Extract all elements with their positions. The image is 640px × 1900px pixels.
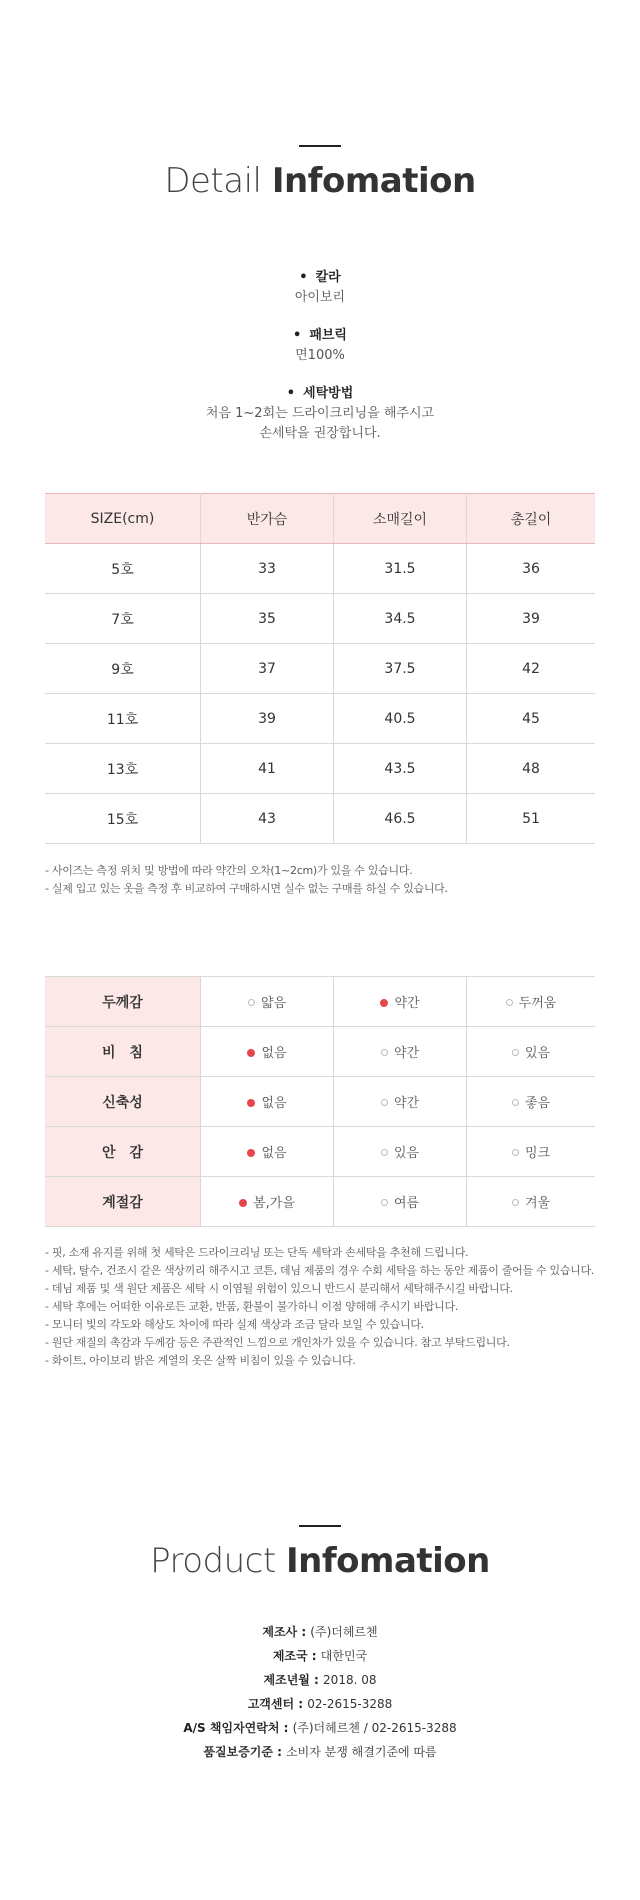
radio-on-icon xyxy=(247,1049,255,1057)
attr-option: 없음 xyxy=(201,1077,334,1127)
detail-title-light: Detail xyxy=(164,161,262,201)
radio-on-icon xyxy=(380,999,388,1007)
bullet-icon: • xyxy=(293,328,302,343)
header-chest: 반가슴 xyxy=(201,494,334,544)
detail-title-bold: Infomation xyxy=(271,161,476,201)
product-info-title xyxy=(0,1525,640,1581)
radio-off-icon xyxy=(381,1049,388,1056)
bullet-icon: • xyxy=(286,386,296,401)
attr-label: 계절감 xyxy=(45,1177,201,1227)
note-line: - 모니터 빛의 각도와 해상도 차이에 따라 실제 색상과 조금 달라 보일 수 있습니다. xyxy=(45,1318,424,1331)
bullet-icon: • xyxy=(299,270,308,285)
attr-option: 좋음 xyxy=(467,1077,596,1127)
spec-fabric: • 패브릭 면100% xyxy=(293,328,347,363)
note-line: - 세탁, 탈수, 건조시 같은 색상끼리 해주시고 코튼, 데님 제품의 경우 수회 세탁을 하는 동안 제품이 줄어들 수 있습니다. xyxy=(45,1264,594,1277)
radio-off-icon xyxy=(381,1199,388,1206)
attr-label: 신축성 xyxy=(45,1077,201,1127)
radio-off-icon xyxy=(512,1099,519,1106)
product-info-list xyxy=(0,1620,640,1764)
attr-option: 있음 xyxy=(467,1027,596,1077)
attr-option: 있음 xyxy=(334,1127,467,1177)
radio-on-icon xyxy=(239,1199,247,1207)
note-line: - 원단 재질의 촉감과 두께감 등은 주관적인 느낌으로 개인차가 있을 수 있습니다. 참고 부탁드립니다. xyxy=(45,1336,510,1349)
header-sleeve: 소매길이 xyxy=(334,494,467,544)
title-divider xyxy=(299,1525,341,1527)
size-table-header xyxy=(45,494,595,544)
radio-off-icon xyxy=(381,1099,388,1106)
attr-option: 밍크 xyxy=(467,1127,596,1177)
size-table xyxy=(45,493,595,844)
radio-off-icon xyxy=(248,999,255,1006)
product-title-light: Product xyxy=(150,1541,276,1581)
radio-off-icon xyxy=(381,1149,388,1156)
spec-washing: • 세탁방법 처음 1~2회는 드라이크리닝을 해주시고 손세탁을 권장합니다. xyxy=(205,386,435,441)
size-notes xyxy=(45,862,605,898)
header-size: SIZE(cm) xyxy=(45,494,201,544)
info-row-customer-center: 고객센터 : 02-2615-3288 xyxy=(247,1697,393,1711)
note-line: - 데님 제품 및 색 원단 제품은 세탁 시 이염될 위험이 있으니 반드시 분리해서 세탁해주시길 바랍니다. xyxy=(45,1282,513,1295)
attr-row-season xyxy=(45,1177,595,1227)
title-divider xyxy=(299,145,341,147)
radio-on-icon xyxy=(247,1099,255,1107)
attr-option: 없음 xyxy=(201,1127,334,1177)
header-length: 총길이 xyxy=(467,494,596,544)
radio-off-icon xyxy=(506,999,513,1006)
radio-off-icon xyxy=(512,1199,519,1206)
note-line: - 핏, 소재 유지를 위해 첫 세탁은 드라이크리닝 또는 단독 세탁과 손세탁을 추천해 드립니다. xyxy=(45,1246,469,1259)
product-title-bold: Infomation xyxy=(286,1541,490,1581)
attr-option: 얇음 xyxy=(201,977,334,1027)
attr-row-stretch xyxy=(45,1077,595,1127)
table-row: 7호 35 34.5 39 xyxy=(45,594,595,644)
attr-row-sheerness xyxy=(45,1027,595,1077)
info-row-manufacturer: 제조사 : (주)더헤르첸 xyxy=(262,1625,378,1639)
note-line: - 사이즈는 측정 위치 및 방법에 따라 약간의 오차(1~2cm)가 있을 수 있습니다. xyxy=(45,864,413,877)
note-line: - 세탁 후에는 어떠한 이유로든 교환, 반품, 환불이 불가하니 이점 양해해 주시기 바랍니다. xyxy=(45,1300,459,1313)
radio-on-icon xyxy=(247,1149,255,1157)
attr-option: 여름 xyxy=(334,1177,467,1227)
radio-off-icon xyxy=(512,1149,519,1156)
care-notes xyxy=(45,1244,605,1370)
radio-off-icon xyxy=(512,1049,519,1056)
attr-option: 없음 xyxy=(201,1027,334,1077)
table-row: 9호 37 37.5 42 xyxy=(45,644,595,694)
info-row-as-contact: A/S 책임자연락처 : (주)더헤르첸 / 02-2615-3288 xyxy=(183,1721,457,1735)
attr-label: 비 침 xyxy=(45,1027,201,1077)
detail-info-title xyxy=(0,145,640,201)
note-line: - 실제 입고 있는 옷을 측정 후 비교하여 구매하시면 실수 없는 구매를 하실 수 있습니다. xyxy=(45,882,448,895)
table-row: 15호 43 46.5 51 xyxy=(45,794,595,844)
attr-option: 약간 xyxy=(334,977,467,1027)
attr-label: 두께감 xyxy=(45,977,201,1027)
attr-label: 안 감 xyxy=(45,1127,201,1177)
attr-option: 겨울 xyxy=(467,1177,596,1227)
attr-option: 약간 xyxy=(334,1077,467,1127)
attr-option: 약간 xyxy=(334,1027,467,1077)
table-row: 13호 41 43.5 48 xyxy=(45,744,595,794)
attr-option: 두꺼움 xyxy=(467,977,596,1027)
info-row-country: 제조국 : 대한민국 xyxy=(272,1649,368,1663)
attr-row-lining xyxy=(45,1127,595,1177)
attr-option: 봄,가을 xyxy=(201,1177,334,1227)
spec-color: • 칼라 아이보리 xyxy=(294,270,346,305)
table-row: 5호 33 31.5 36 xyxy=(45,544,595,594)
attr-row-thickness xyxy=(45,977,595,1027)
info-row-date: 제조년월 : 2018. 08 xyxy=(263,1673,377,1687)
attribute-table xyxy=(45,976,595,1227)
info-row-quality: 품질보증기준 : 소비자 분쟁 해결기준에 따름 xyxy=(203,1745,437,1759)
table-row: 11호 39 40.5 45 xyxy=(45,694,595,744)
note-line: - 화이트, 아이보리 밝은 계열의 옷은 살짝 비침이 있을 수 있습니다. xyxy=(45,1354,356,1367)
